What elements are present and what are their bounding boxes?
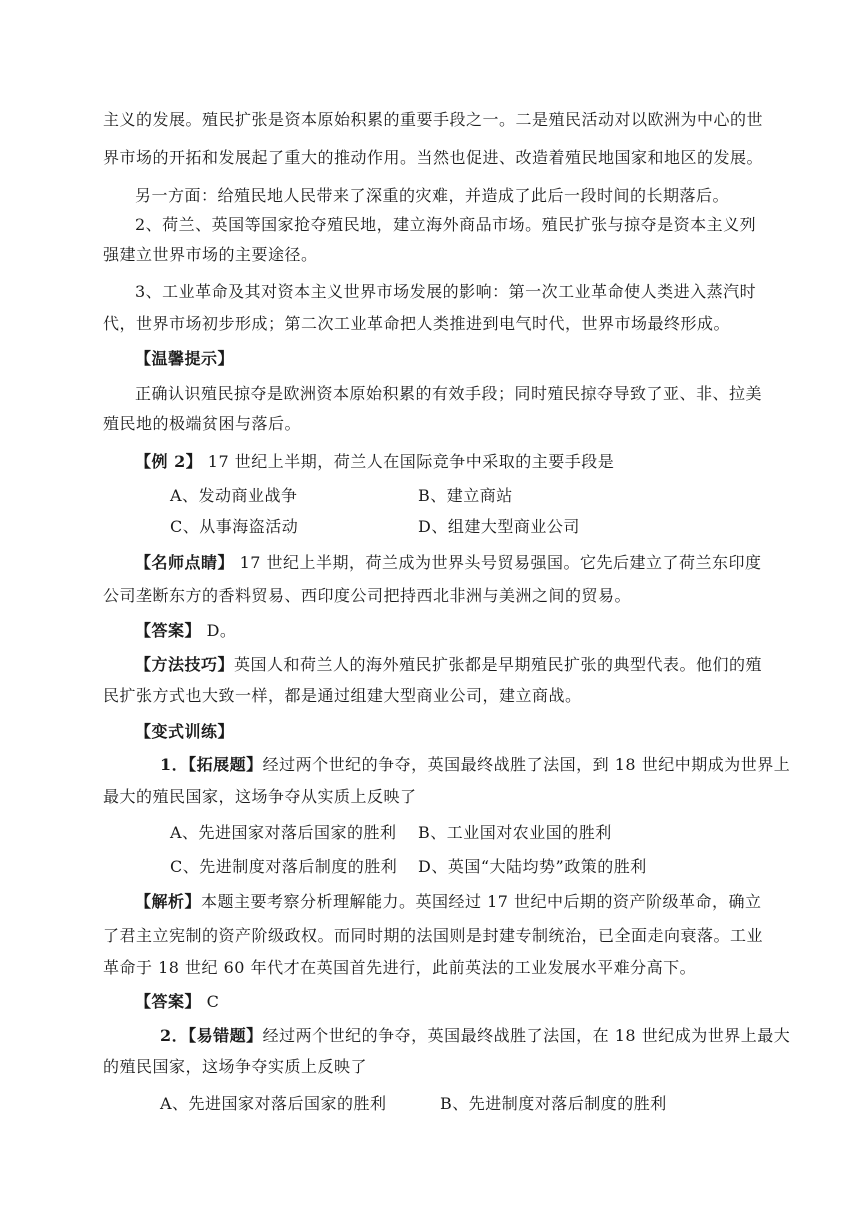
tip-line: 殖民地的极端贫困与落后。 bbox=[103, 414, 302, 433]
teacher-line: 公司垄断东方的香料贸易、西印度公司把持西北非洲与美洲之间的贸易。 bbox=[103, 586, 632, 605]
example-question: 【例 2】 17 世纪上半期，荷兰人在国际竞争中采取的主要手段是 bbox=[135, 452, 615, 471]
body-line: 强建立世界市场的主要途径。 bbox=[103, 245, 318, 264]
body-line: 主义的发展。殖民扩张是资本原始积累的重要手段之一。二是殖民活动对以欧洲为中心的世 bbox=[103, 110, 764, 129]
example-option-b: B、建立商站 bbox=[418, 486, 513, 505]
body-line: 界市场的开拓和发展起了重大的推动作用。当然也促进、改造着殖民地国家和地区的发展。 bbox=[103, 148, 764, 167]
example-option-d: D、组建大型商业公司 bbox=[418, 517, 580, 536]
question-2-option-b: B、先进制度对落后制度的胜利 bbox=[440, 1094, 667, 1113]
question-1-line: 最大的殖民国家，这场争夺从实质上反映了 bbox=[103, 787, 417, 806]
question-1-option-d: D、英国“大陆均势”政策的胜利 bbox=[418, 857, 647, 876]
answer-line: 【答案】 D。 bbox=[135, 621, 237, 640]
body-line: 代，世界市场初步形成；第二次工业革命把人类推进到电气时代，世界市场最终形成。 bbox=[103, 314, 731, 333]
tip-line: 正确认识殖民掠夺是欧洲资本原始积累的有效手段；同时殖民掠夺导致了亚、非、拉美 bbox=[135, 384, 763, 403]
body-line: 2、荷兰、英国等国家抢夺殖民地，建立海外商品市场。殖民扩张与掠夺是资本主义列 bbox=[135, 215, 757, 234]
analysis-line: 革命于 18 世纪 60 年代才在英国首先进行，此前英法的工业发展水平难分高下。 bbox=[103, 958, 697, 977]
example-option-a: A、发动商业战争 bbox=[170, 486, 298, 505]
question-1: 1．【拓展题】经过两个世纪的争夺，英国最终战胜了法国，到 18 世纪中期成为世界上 bbox=[160, 755, 791, 774]
question-1-option-a: A、先进国家对落后国家的胜利 bbox=[170, 823, 397, 842]
variant-heading: 【变式训练】 bbox=[135, 722, 235, 741]
answer-line: 【答案】 C bbox=[135, 992, 220, 1011]
question-1-option-b: B、工业国对农业国的胜利 bbox=[418, 823, 612, 842]
question-2-option-a: A、先进国家对落后国家的胜利 bbox=[160, 1094, 387, 1113]
analysis-line: 了君主立宪制的资产阶级政权。而同时期的法国则是封建专制统治，已全面走向衰落。工业 bbox=[103, 926, 764, 945]
method-line: 【方法技巧】英国人和荷兰人的海外殖民扩张都是早期殖民扩张的典型代表。他们的殖 bbox=[135, 655, 763, 674]
body-line: 另一方面：给殖民地人民带来了深重的灾难，并造成了此后一段时间的长期落后。 bbox=[135, 186, 730, 205]
analysis-line: 【解析】本题主要考察分析理解能力。英国经过 17 世纪中后期的资产阶级革命，确立 bbox=[135, 892, 762, 911]
body-line: 3、工业革命及其对资本主义世界市场发展的影响：第一次工业革命使人类进入蒸汽时 bbox=[135, 282, 757, 301]
question-2-line: 的殖民国家，这场争夺实质上反映了 bbox=[103, 1057, 368, 1076]
example-option-c: C、从事海盗活动 bbox=[170, 517, 299, 536]
method-line: 民扩张方式也大致一样，都是通过组建大型商业公司，建立商战。 bbox=[103, 686, 582, 705]
question-2: 2．【易错题】经过两个世纪的争夺，英国最终战胜了法国，在 18 世纪成为世界上最大 bbox=[160, 1026, 791, 1045]
question-1-option-c: C、先进制度对落后制度的胜利 bbox=[170, 857, 398, 876]
tip-heading: 【温馨提示】 bbox=[135, 349, 235, 368]
teacher-line: 【名师点睛】 17 世纪上半期，荷兰成为世界头号贸易强国。它先后建立了荷兰东印度 bbox=[135, 553, 762, 572]
